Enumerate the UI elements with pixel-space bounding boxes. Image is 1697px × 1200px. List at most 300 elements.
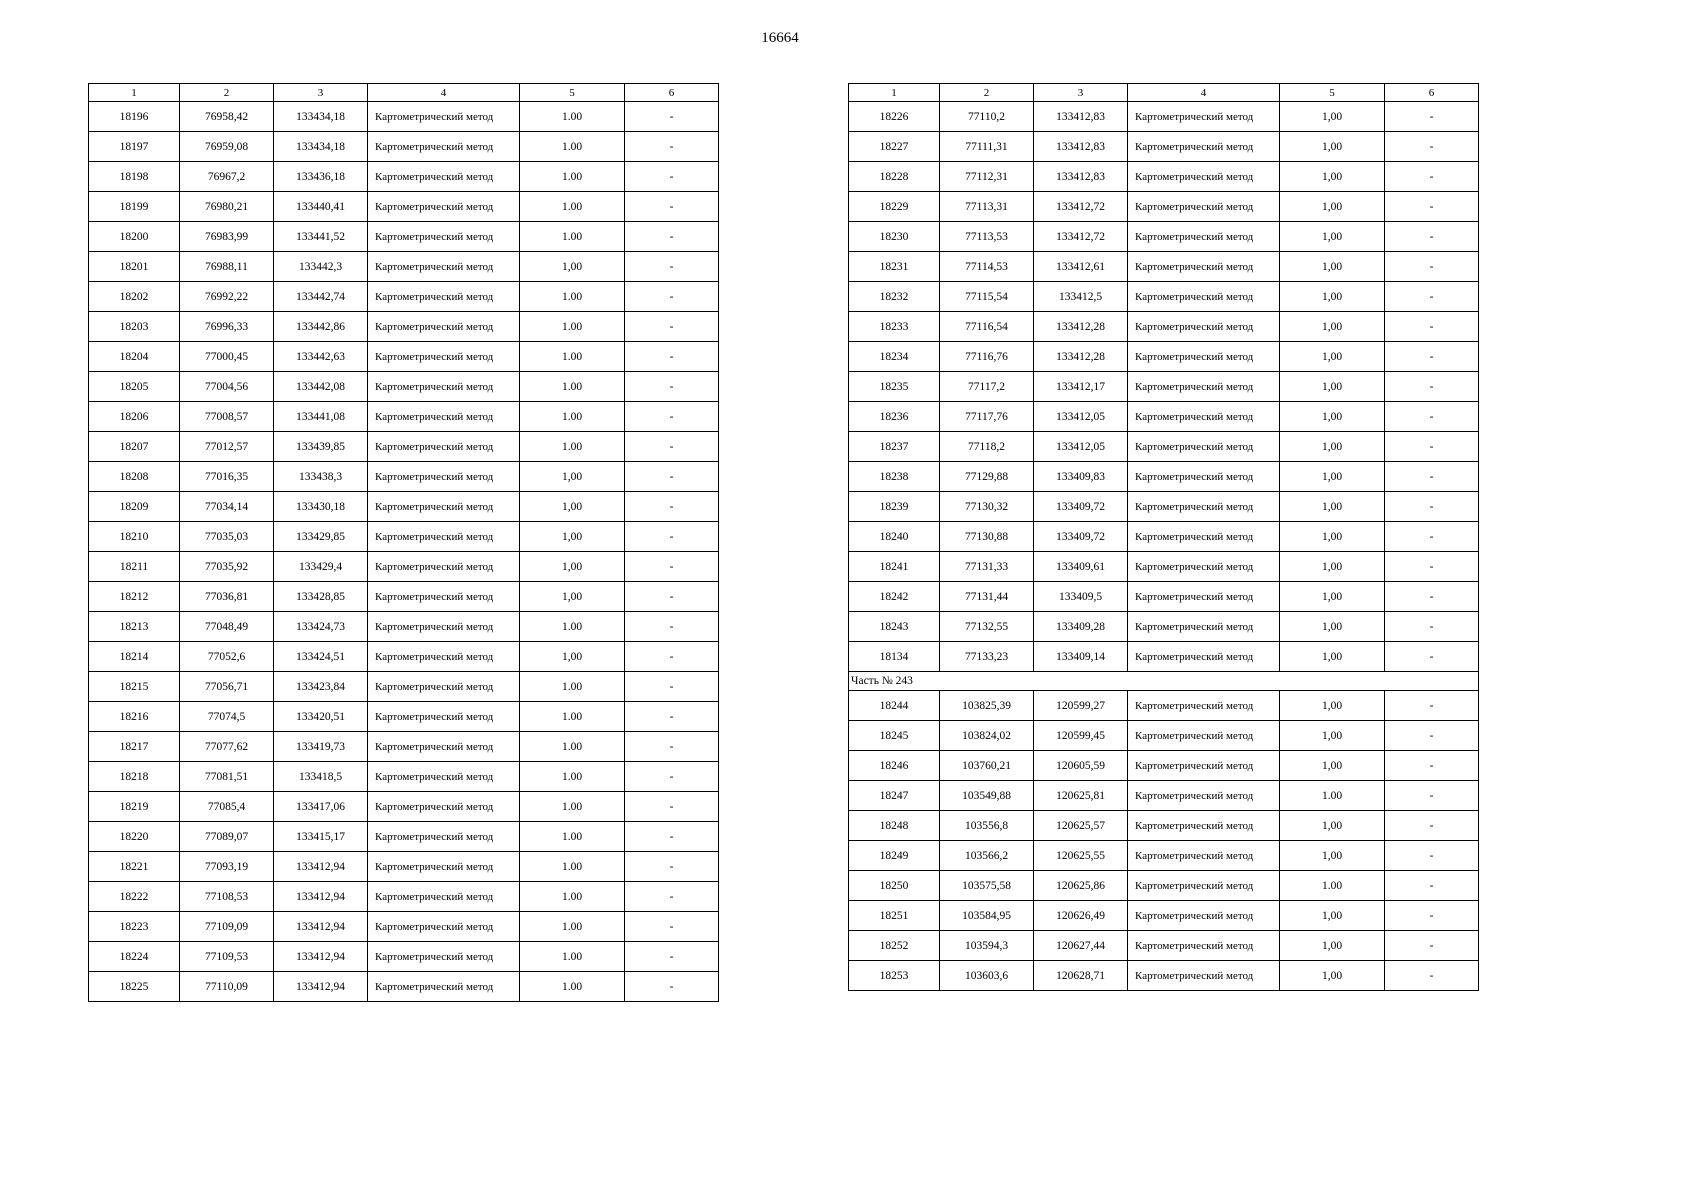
table-cell-c3: 120599,27 bbox=[1034, 691, 1128, 721]
table-cell-c5: 1,00 bbox=[1280, 841, 1385, 871]
table-cell-c4: Картометрический метод bbox=[368, 342, 520, 372]
table-cell-c3: 133412,5 bbox=[1034, 282, 1128, 312]
table-cell-c1: 18203 bbox=[89, 312, 180, 342]
table-cell-c6: - bbox=[625, 612, 719, 642]
table-cell-c5: 1,00 bbox=[1280, 901, 1385, 931]
table-cell-c3: 133409,14 bbox=[1034, 642, 1128, 672]
table-cell-c3: 133409,72 bbox=[1034, 492, 1128, 522]
table-cell-c6: - bbox=[625, 162, 719, 192]
table-cell-c6: - bbox=[625, 402, 719, 432]
table-cell-c3: 120605,59 bbox=[1034, 751, 1128, 781]
table-cell-c2: 77115,54 bbox=[940, 282, 1034, 312]
table-cell-c4: Картометрический метод bbox=[1128, 691, 1280, 721]
table-cell-c2: 77117,2 bbox=[940, 372, 1034, 402]
table-cell-c4: Картометрический метод bbox=[368, 972, 520, 1002]
column-header: 6 bbox=[625, 84, 719, 102]
table-cell-c5: 1.00 bbox=[520, 732, 625, 762]
table-cell-c2: 103825,39 bbox=[940, 691, 1034, 721]
table-cell-c6: - bbox=[1385, 781, 1479, 811]
table-cell-c6: - bbox=[1385, 312, 1479, 342]
table-cell-c2: 103824,02 bbox=[940, 721, 1034, 751]
table-cell-c2: 77131,44 bbox=[940, 582, 1034, 612]
column-header: 5 bbox=[1280, 84, 1385, 102]
table-cell-c6: - bbox=[1385, 841, 1479, 871]
table-cell-c3: 133412,72 bbox=[1034, 192, 1128, 222]
table-row bbox=[89, 612, 719, 642]
table-cell-c1: 18219 bbox=[89, 792, 180, 822]
table-cell-c2: 76980,21 bbox=[180, 192, 274, 222]
table-row bbox=[849, 222, 1479, 252]
table-row bbox=[89, 972, 719, 1002]
table-cell-c6: - bbox=[625, 672, 719, 702]
table-cell-c3: 133440,41 bbox=[274, 192, 368, 222]
table-cell-c5: 1.00 bbox=[1280, 781, 1385, 811]
table-cell-c5: 1,00 bbox=[1280, 811, 1385, 841]
table-cell-c4: Картометрический метод bbox=[1128, 132, 1280, 162]
table-row bbox=[89, 432, 719, 462]
table-cell-c3: 133409,28 bbox=[1034, 612, 1128, 642]
table-cell-c5: 1,00 bbox=[1280, 162, 1385, 192]
table-cell-c5: 1,00 bbox=[520, 642, 625, 672]
table-cell-c4: Картометрический метод bbox=[1128, 372, 1280, 402]
table-cell-c6: - bbox=[1385, 162, 1479, 192]
table-cell-c4: Картометрический метод bbox=[1128, 402, 1280, 432]
table-cell-c2: 76959,08 bbox=[180, 132, 274, 162]
table-row bbox=[89, 912, 719, 942]
table-cell-c1: 18198 bbox=[89, 162, 180, 192]
table-row bbox=[849, 192, 1479, 222]
table-cell-c3: 133423,84 bbox=[274, 672, 368, 702]
table-cell-c6: - bbox=[1385, 811, 1479, 841]
table-cell-c4: Картометрический метод bbox=[368, 942, 520, 972]
table-cell-c6: - bbox=[1385, 582, 1479, 612]
table-cell-c2: 77130,32 bbox=[940, 492, 1034, 522]
table-cell-c3: 133428,85 bbox=[274, 582, 368, 612]
table-cell-c3: 133424,73 bbox=[274, 612, 368, 642]
table-cell-c1: 18229 bbox=[849, 192, 940, 222]
table-cell-c5: 1,00 bbox=[1280, 961, 1385, 991]
table-cell-c2: 77089,07 bbox=[180, 822, 274, 852]
table-cell-c6: - bbox=[625, 702, 719, 732]
table-cell-c3: 133439,85 bbox=[274, 432, 368, 462]
table-cell-c5: 1,00 bbox=[1280, 222, 1385, 252]
table-cell-c6: - bbox=[1385, 102, 1479, 132]
table-cell-c4: Картометрический метод bbox=[368, 432, 520, 462]
table-cell-c6: - bbox=[1385, 931, 1479, 961]
table-cell-c3: 133412,61 bbox=[1034, 252, 1128, 282]
table-cell-c4: Картометрический метод bbox=[1128, 102, 1280, 132]
table-cell-c2: 77132,55 bbox=[940, 612, 1034, 642]
table-cell-c6: - bbox=[1385, 432, 1479, 462]
table-row bbox=[89, 852, 719, 882]
table-cell-c4: Картометрический метод bbox=[368, 702, 520, 732]
table-cell-c2: 77081,51 bbox=[180, 762, 274, 792]
table-cell-c3: 133424,51 bbox=[274, 642, 368, 672]
table-cell-c5: 1,00 bbox=[1280, 522, 1385, 552]
table-cell-c5: 1.00 bbox=[520, 672, 625, 702]
table-cell-c1: 18224 bbox=[89, 942, 180, 972]
table-row bbox=[89, 252, 719, 282]
table-cell-c4: Картометрический метод bbox=[1128, 901, 1280, 931]
table-cell-c2: 77114,53 bbox=[940, 252, 1034, 282]
table-cell-c2: 77131,33 bbox=[940, 552, 1034, 582]
table-cell-c3: 133412,05 bbox=[1034, 402, 1128, 432]
table-row bbox=[849, 492, 1479, 522]
table-cell-c3: 133434,18 bbox=[274, 102, 368, 132]
table-cell-c5: 1,00 bbox=[1280, 931, 1385, 961]
table-cell-c1: 18217 bbox=[89, 732, 180, 762]
table-cell-c6: - bbox=[1385, 751, 1479, 781]
table-cell-c1: 18234 bbox=[849, 342, 940, 372]
column-header: 1 bbox=[849, 84, 940, 102]
table-cell-c2: 77129,88 bbox=[940, 462, 1034, 492]
table-cell-c1: 18231 bbox=[849, 252, 940, 282]
table-row bbox=[849, 781, 1479, 811]
table-cell-c4: Картометрический метод bbox=[1128, 492, 1280, 522]
table-cell-c6: - bbox=[625, 552, 719, 582]
table-cell-c5: 1.00 bbox=[520, 402, 625, 432]
table-cell-c1: 18211 bbox=[89, 552, 180, 582]
table-cell-c4: Картометрический метод bbox=[368, 642, 520, 672]
table-row bbox=[849, 132, 1479, 162]
table-cell-c1: 18214 bbox=[89, 642, 180, 672]
table-cell-c4: Картометрический метод bbox=[368, 522, 520, 552]
table-cell-c1: 18208 bbox=[89, 462, 180, 492]
table-cell-c3: 133430,18 bbox=[274, 492, 368, 522]
table-cell-c3: 133412,17 bbox=[1034, 372, 1128, 402]
table-cell-c1: 18235 bbox=[849, 372, 940, 402]
table-row bbox=[849, 612, 1479, 642]
table-cell-c5: 1.00 bbox=[520, 282, 625, 312]
table-row bbox=[89, 522, 719, 552]
table-header-row bbox=[849, 84, 1479, 102]
table-cell-c2: 77130,88 bbox=[940, 522, 1034, 552]
table-cell-c1: 18205 bbox=[89, 372, 180, 402]
table-cell-c1: 18218 bbox=[89, 762, 180, 792]
table-cell-c4: Картометрический метод bbox=[1128, 781, 1280, 811]
table-cell-c5: 1,00 bbox=[1280, 282, 1385, 312]
table-cell-c3: 120625,57 bbox=[1034, 811, 1128, 841]
table-cell-c2: 77035,92 bbox=[180, 552, 274, 582]
table-row bbox=[89, 672, 719, 702]
table-cell-c4: Картометрический метод bbox=[1128, 871, 1280, 901]
table-cell-c1: 18233 bbox=[849, 312, 940, 342]
table-cell-c1: 18238 bbox=[849, 462, 940, 492]
table-cell-c3: 133442,08 bbox=[274, 372, 368, 402]
table-cell-c4: Картометрический метод bbox=[368, 672, 520, 702]
table-cell-c4: Картометрический метод bbox=[368, 462, 520, 492]
table-cell-c3: 133442,86 bbox=[274, 312, 368, 342]
table-cell-c3: 120628,71 bbox=[1034, 961, 1128, 991]
table-cell-c2: 77133,23 bbox=[940, 642, 1034, 672]
table-cell-c2: 77008,57 bbox=[180, 402, 274, 432]
table-cell-c1: 18252 bbox=[849, 931, 940, 961]
table-cell-c3: 133441,08 bbox=[274, 402, 368, 432]
table-cell-c6: - bbox=[1385, 402, 1479, 432]
table-row bbox=[89, 162, 719, 192]
table-row bbox=[89, 942, 719, 972]
table-cell-c5: 1,00 bbox=[1280, 432, 1385, 462]
table-row bbox=[89, 102, 719, 132]
table-cell-c5: 1.00 bbox=[1280, 871, 1385, 901]
column-header: 3 bbox=[1034, 84, 1128, 102]
table-cell-c4: Картометрический метод bbox=[368, 402, 520, 432]
table-cell-c3: 133412,94 bbox=[274, 912, 368, 942]
table-cell-c5: 1.00 bbox=[520, 852, 625, 882]
table-row bbox=[89, 732, 719, 762]
table-cell-c1: 18226 bbox=[849, 102, 940, 132]
table-cell-c5: 1,00 bbox=[520, 582, 625, 612]
table-cell-c2: 103760,21 bbox=[940, 751, 1034, 781]
table-cell-c2: 76988,11 bbox=[180, 252, 274, 282]
table-cell-c1: 18236 bbox=[849, 402, 940, 432]
table-cell-c6: - bbox=[1385, 642, 1479, 672]
table-row bbox=[89, 222, 719, 252]
table-cell-c4: Картометрический метод bbox=[1128, 642, 1280, 672]
table-cell-c3: 133418,5 bbox=[274, 762, 368, 792]
table-cell-c4: Картометрический метод bbox=[368, 222, 520, 252]
table-cell-c2: 77110,09 bbox=[180, 972, 274, 1002]
table-cell-c4: Картометрический метод bbox=[368, 822, 520, 852]
table-row bbox=[89, 492, 719, 522]
table-cell-c6: - bbox=[625, 582, 719, 612]
table-cell-c3: 120625,81 bbox=[1034, 781, 1128, 811]
table-cell-c4: Картометрический метод bbox=[368, 762, 520, 792]
table-cell-c4: Картометрический метод bbox=[1128, 841, 1280, 871]
table-cell-c4: Картометрический метод bbox=[1128, 961, 1280, 991]
table-cell-c4: Картометрический метод bbox=[1128, 931, 1280, 961]
table-cell-c1: 18202 bbox=[89, 282, 180, 312]
table-cell-c6: - bbox=[1385, 372, 1479, 402]
table-row bbox=[849, 751, 1479, 781]
table-cell-c5: 1,00 bbox=[1280, 102, 1385, 132]
table-cell-c1: 18220 bbox=[89, 822, 180, 852]
table-cell-c3: 120626,49 bbox=[1034, 901, 1128, 931]
table-cell-c3: 133412,83 bbox=[1034, 162, 1128, 192]
table-cell-c6: - bbox=[625, 492, 719, 522]
table-cell-c5: 1.00 bbox=[520, 222, 625, 252]
table-cell-c1: 18199 bbox=[89, 192, 180, 222]
table-row bbox=[89, 342, 719, 372]
table-cell-c3: 133420,51 bbox=[274, 702, 368, 732]
table-cell-c4: Картометрический метод bbox=[368, 612, 520, 642]
table-row bbox=[849, 582, 1479, 612]
column-header: 5 bbox=[520, 84, 625, 102]
coordinates-table-right bbox=[848, 83, 1479, 991]
table-cell-c3: 120625,86 bbox=[1034, 871, 1128, 901]
table-cell-c4: Картометрический метод bbox=[1128, 252, 1280, 282]
table-cell-c1: 18201 bbox=[89, 252, 180, 282]
table-row bbox=[89, 882, 719, 912]
table-row bbox=[849, 252, 1479, 282]
table-cell-c2: 77052,6 bbox=[180, 642, 274, 672]
table-cell-c6: - bbox=[625, 732, 719, 762]
table-cell-c4: Картометрический метод bbox=[368, 792, 520, 822]
table-cell-c2: 77012,57 bbox=[180, 432, 274, 462]
part-heading-row bbox=[849, 672, 1479, 691]
table-cell-c2: 77116,76 bbox=[940, 342, 1034, 372]
table-cell-c2: 103575,58 bbox=[940, 871, 1034, 901]
table-cell-c2: 103549,88 bbox=[940, 781, 1034, 811]
table-cell-c6: - bbox=[1385, 492, 1479, 522]
table-cell-c2: 77118,2 bbox=[940, 432, 1034, 462]
table-cell-c1: 18249 bbox=[849, 841, 940, 871]
table-cell-c1: 18228 bbox=[849, 162, 940, 192]
table-cell-c1: 18215 bbox=[89, 672, 180, 702]
table-cell-c3: 133409,72 bbox=[1034, 522, 1128, 552]
table-cell-c6: - bbox=[1385, 252, 1479, 282]
table-cell-c3: 133412,94 bbox=[274, 852, 368, 882]
table-cell-c6: - bbox=[1385, 462, 1479, 492]
table-row bbox=[89, 552, 719, 582]
table-cell-c5: 1,00 bbox=[1280, 342, 1385, 372]
table-cell-c3: 120625,55 bbox=[1034, 841, 1128, 871]
table-cell-c4: Картометрический метод bbox=[1128, 462, 1280, 492]
table-cell-c5: 1,00 bbox=[520, 252, 625, 282]
table-row bbox=[89, 462, 719, 492]
table-cell-c2: 77056,71 bbox=[180, 672, 274, 702]
table-cell-c6: - bbox=[625, 342, 719, 372]
table-cell-c5: 1.00 bbox=[520, 912, 625, 942]
table-cell-c6: - bbox=[1385, 721, 1479, 751]
table-cell-c1: 18250 bbox=[849, 871, 940, 901]
table-cell-c1: 18210 bbox=[89, 522, 180, 552]
table-row bbox=[849, 162, 1479, 192]
table-cell-c5: 1.00 bbox=[520, 432, 625, 462]
part-heading: Часть № 243 bbox=[849, 672, 1479, 691]
table-row bbox=[849, 552, 1479, 582]
table-cell-c1: 18230 bbox=[849, 222, 940, 252]
table-cell-c2: 77048,49 bbox=[180, 612, 274, 642]
table-cell-c6: - bbox=[625, 942, 719, 972]
table-cell-c3: 133412,83 bbox=[1034, 102, 1128, 132]
table-cell-c6: - bbox=[1385, 342, 1479, 372]
table-row bbox=[849, 342, 1479, 372]
table-cell-c6: - bbox=[625, 852, 719, 882]
table-cell-c2: 77112,31 bbox=[940, 162, 1034, 192]
table-row bbox=[849, 282, 1479, 312]
table-cell-c2: 77074,5 bbox=[180, 702, 274, 732]
table-cell-c6: - bbox=[625, 282, 719, 312]
table-cell-c6: - bbox=[1385, 552, 1479, 582]
table-cell-c1: 18232 bbox=[849, 282, 940, 312]
table-cell-c4: Картометрический метод bbox=[368, 102, 520, 132]
table-cell-c3: 120627,44 bbox=[1034, 931, 1128, 961]
table-cell-c1: 18239 bbox=[849, 492, 940, 522]
table-cell-c3: 133412,94 bbox=[274, 972, 368, 1002]
table-cell-c1: 18227 bbox=[849, 132, 940, 162]
table-cell-c2: 77108,53 bbox=[180, 882, 274, 912]
table-cell-c4: Картометрический метод bbox=[368, 132, 520, 162]
table-cell-c5: 1,00 bbox=[520, 462, 625, 492]
table-cell-c1: 18251 bbox=[849, 901, 940, 931]
table-cell-c4: Картометрический метод bbox=[368, 912, 520, 942]
table-cell-c2: 77004,56 bbox=[180, 372, 274, 402]
table-row bbox=[849, 691, 1479, 721]
table-cell-c2: 77093,19 bbox=[180, 852, 274, 882]
table-cell-c1: 18221 bbox=[89, 852, 180, 882]
table-cell-c3: 133434,18 bbox=[274, 132, 368, 162]
table-cell-c1: 18196 bbox=[89, 102, 180, 132]
table-cell-c4: Картометрический метод bbox=[1128, 751, 1280, 781]
table-cell-c2: 76992,22 bbox=[180, 282, 274, 312]
table-cell-c5: 1.00 bbox=[520, 372, 625, 402]
table-cell-c3: 133409,61 bbox=[1034, 552, 1128, 582]
table-cell-c2: 77109,09 bbox=[180, 912, 274, 942]
table-cell-c2: 77000,45 bbox=[180, 342, 274, 372]
table-cell-c6: - bbox=[625, 762, 719, 792]
table-row bbox=[89, 822, 719, 852]
table-row bbox=[849, 721, 1479, 751]
table-row bbox=[89, 282, 719, 312]
table-cell-c5: 1.00 bbox=[520, 612, 625, 642]
table-cell-c6: - bbox=[625, 192, 719, 222]
table-cell-c4: Картометрический метод bbox=[368, 312, 520, 342]
table-cell-c2: 103556,8 bbox=[940, 811, 1034, 841]
table-row bbox=[849, 402, 1479, 432]
table-cell-c6: - bbox=[1385, 192, 1479, 222]
table-cell-c6: - bbox=[1385, 612, 1479, 642]
table-cell-c4: Картометрический метод bbox=[368, 852, 520, 882]
table-cell-c6: - bbox=[625, 102, 719, 132]
table-cell-c5: 1,00 bbox=[1280, 751, 1385, 781]
table-cell-c4: Картометрический метод bbox=[1128, 162, 1280, 192]
table-cell-c2: 77077,62 bbox=[180, 732, 274, 762]
table-cell-c4: Картометрический метод bbox=[368, 282, 520, 312]
table-cell-c3: 120599,45 bbox=[1034, 721, 1128, 751]
column-header: 3 bbox=[274, 84, 368, 102]
table-cell-c4: Картометрический метод bbox=[1128, 552, 1280, 582]
table-cell-c4: Картометрический метод bbox=[368, 732, 520, 762]
table-row bbox=[849, 102, 1479, 132]
table-cell-c6: - bbox=[625, 432, 719, 462]
table-row bbox=[849, 642, 1479, 672]
table-cell-c6: - bbox=[625, 912, 719, 942]
table-row bbox=[89, 582, 719, 612]
table-cell-c6: - bbox=[625, 462, 719, 492]
table-row bbox=[89, 792, 719, 822]
table-cell-c5: 1,00 bbox=[1280, 402, 1385, 432]
table-cell-c1: 18241 bbox=[849, 552, 940, 582]
table-cell-c1: 18204 bbox=[89, 342, 180, 372]
table-row bbox=[849, 811, 1479, 841]
table-cell-c1: 18200 bbox=[89, 222, 180, 252]
table-cell-c4: Картометрический метод bbox=[368, 582, 520, 612]
table-row bbox=[849, 432, 1479, 462]
table-cell-c3: 133438,3 bbox=[274, 462, 368, 492]
table-cell-c2: 103603,6 bbox=[940, 961, 1034, 991]
table-cell-c2: 77036,81 bbox=[180, 582, 274, 612]
table-cell-c4: Картометрический метод bbox=[1128, 312, 1280, 342]
table-row bbox=[849, 901, 1479, 931]
column-header: 6 bbox=[1385, 84, 1479, 102]
table-cell-c1: 18237 bbox=[849, 432, 940, 462]
table-cell-c1: 18248 bbox=[849, 811, 940, 841]
table-cell-c5: 1.00 bbox=[520, 942, 625, 972]
column-header: 2 bbox=[940, 84, 1034, 102]
table-cell-c5: 1.00 bbox=[520, 312, 625, 342]
table-cell-c3: 133442,74 bbox=[274, 282, 368, 312]
table-cell-c5: 1.00 bbox=[520, 162, 625, 192]
table-cell-c3: 133412,83 bbox=[1034, 132, 1128, 162]
table-cell-c1: 18206 bbox=[89, 402, 180, 432]
table-cell-c2: 77110,2 bbox=[940, 102, 1034, 132]
table-cell-c1: 18244 bbox=[849, 691, 940, 721]
table-cell-c3: 133429,85 bbox=[274, 522, 368, 552]
table-cell-c2: 77035,03 bbox=[180, 522, 274, 552]
table-row bbox=[89, 192, 719, 222]
table-cell-c3: 133415,17 bbox=[274, 822, 368, 852]
